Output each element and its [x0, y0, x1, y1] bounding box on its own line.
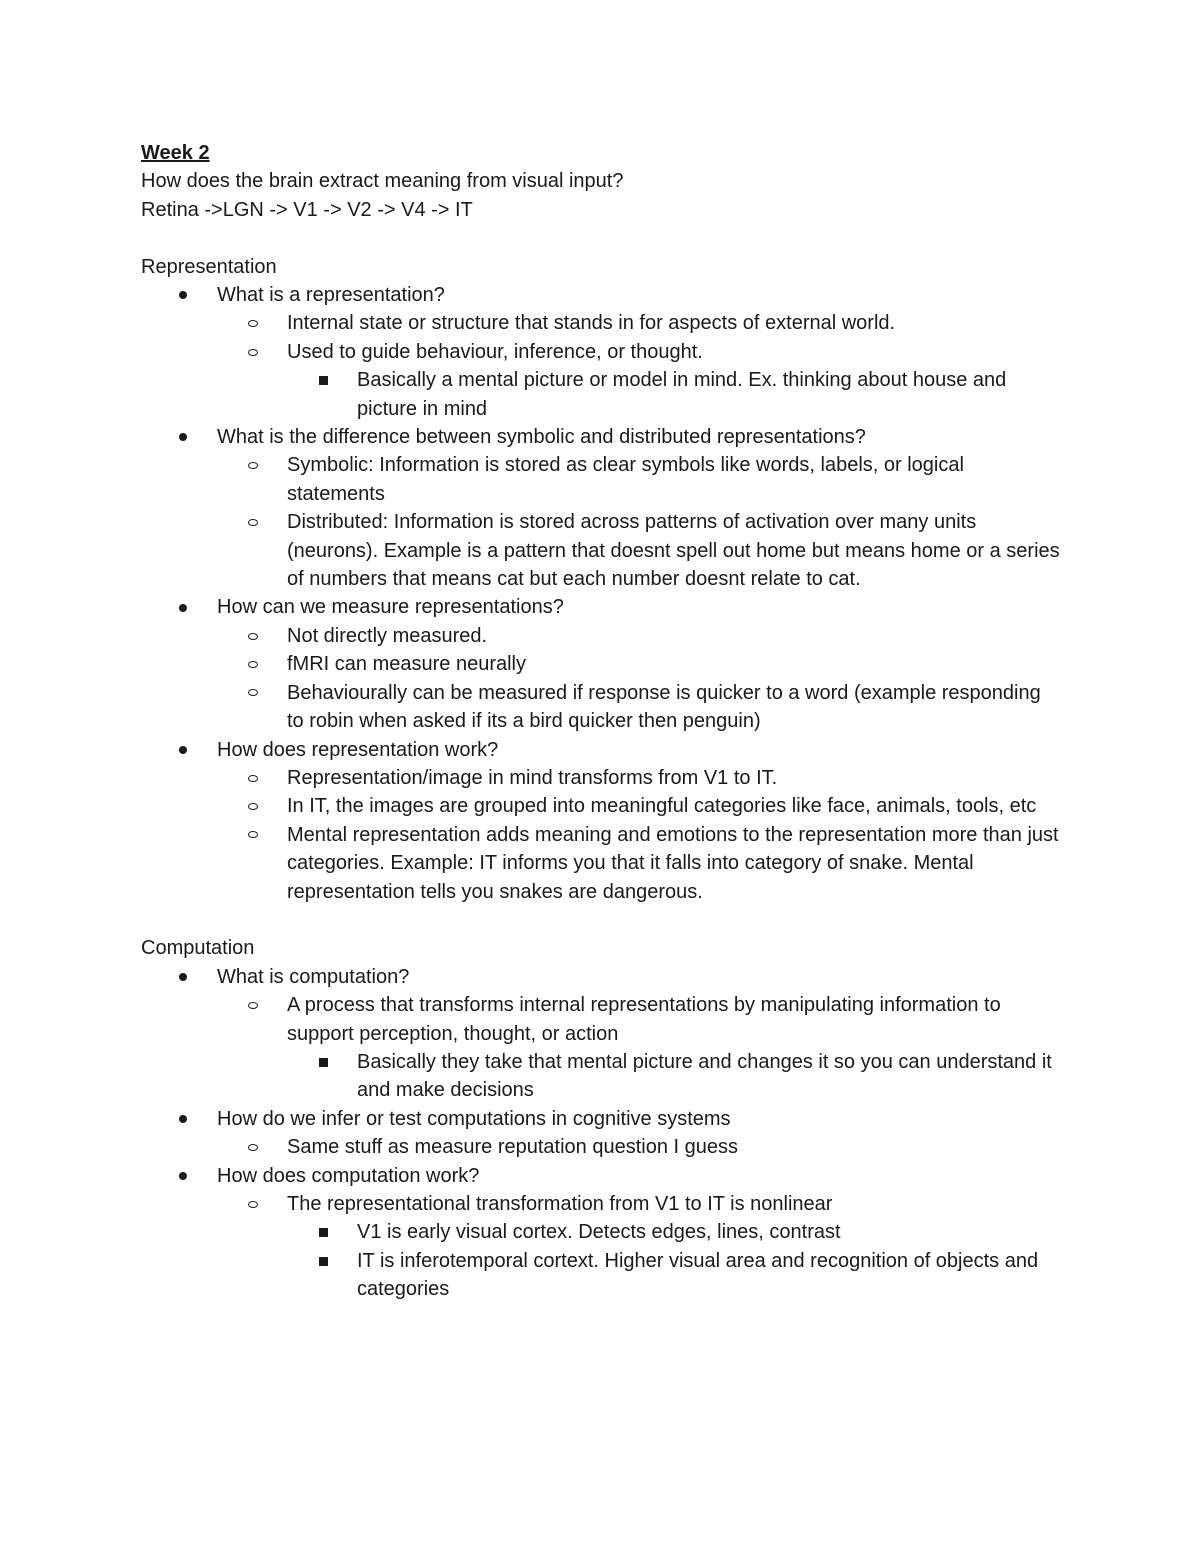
- bullet-disc-icon: [173, 1162, 193, 1190]
- list-item: [211, 1190, 1061, 1304]
- list-item-text: fMRI can measure neurally: [287, 653, 526, 676]
- list-item: [211, 508, 1061, 593]
- list-item: [211, 821, 1061, 906]
- list-item: [141, 423, 1061, 593]
- list-item-text: Representation/image in mind transforms from V1 to IT.: [287, 766, 778, 789]
- list-item: [141, 1162, 1061, 1304]
- bullet-disc-icon: [173, 423, 193, 451]
- bullet-list-level-2: [211, 1190, 1061, 1304]
- list-item: [141, 963, 1061, 1105]
- list-item: [211, 764, 1061, 792]
- bullet-list-level-3: [281, 1218, 1061, 1303]
- bullet-square-icon: [313, 1048, 333, 1076]
- list-item-text: Same stuff as measure reputation question I guess: [287, 1136, 739, 1159]
- visual-pathway: Retina ->LGN -> V1 -> V2 -> V4 -> IT: [141, 198, 473, 221]
- notes-section: [141, 253, 1061, 906]
- list-item: [211, 309, 1061, 337]
- list-item-text: Symbolic: Information is stored as clear symbols like words, labels, or logical statements: [287, 454, 964, 505]
- bullet-circle-icon: [243, 991, 263, 1019]
- bullet-square-icon: [313, 1247, 333, 1275]
- list-item: [141, 281, 1061, 423]
- list-item: [211, 451, 1061, 508]
- bullet-circle-icon: [243, 764, 263, 792]
- bullet-list-level-2: [211, 1133, 1061, 1161]
- bullet-list-level-1: [141, 281, 1061, 906]
- bullet-disc-icon: [173, 593, 193, 621]
- list-item-text: Behaviourally can be measured if response is quicker to a word (example responding to robin when asked if its a bird quicker then penguin): [287, 681, 1041, 733]
- list-item-text: The representational transformation from V1 to IT is nonlinear: [287, 1193, 833, 1215]
- section-heading: Representation: [141, 255, 277, 278]
- list-item-text: IT is inferotemporal cortext. Higher visual area and recognition of objects and categories: [357, 1249, 1039, 1301]
- list-item: [141, 593, 1061, 735]
- list-item: [211, 1133, 1061, 1161]
- list-item-text: Internal state or structure that stands in for aspects of external world.: [287, 312, 896, 335]
- bullet-list-level-2: [211, 451, 1061, 593]
- bullet-disc-icon: [173, 736, 193, 764]
- bullet-list-level-1: [141, 963, 1061, 1304]
- list-item-text: What is a representation?: [217, 284, 445, 307]
- list-item: [211, 622, 1061, 650]
- list-item: [281, 1218, 1061, 1246]
- list-item-text: A process that transforms internal representations by manipulating information to support perception, thought, or action: [287, 994, 1001, 1045]
- page-title: Week 2: [141, 142, 210, 164]
- bullet-disc-icon: [173, 963, 193, 991]
- list-item: [211, 338, 1061, 423]
- notes-section: [141, 934, 1061, 1303]
- list-item-text: Not directly measured.: [287, 624, 488, 647]
- bullet-circle-icon: [243, 508, 263, 536]
- list-item: [141, 1105, 1061, 1162]
- bullet-list-level-2: [211, 991, 1061, 1105]
- bullet-disc-icon: [173, 281, 193, 309]
- bullet-list-level-3: [281, 366, 1061, 423]
- list-item: [281, 366, 1061, 423]
- intro-question: How does the brain extract meaning from visual input?: [141, 170, 624, 193]
- list-item-text: What is computation?: [217, 965, 410, 988]
- bullet-square-icon: [313, 1218, 333, 1246]
- document-page: [141, 139, 1061, 1304]
- list-item-text: How can we measure representations?: [217, 596, 564, 619]
- list-item-text: Basically they take that mental picture and changes it so you can understand it and make decisions: [357, 1050, 1052, 1102]
- list-item-text: In IT, the images are grouped into meaningful categories like face, animals, tools, etc: [287, 795, 1037, 818]
- bullet-circle-icon: [243, 338, 263, 366]
- list-item-text: What is the difference between symbolic and distributed representations?: [217, 426, 866, 449]
- list-item-text: How does computation work?: [217, 1164, 480, 1187]
- bullet-list-level-2: [211, 309, 1061, 423]
- list-item: [141, 736, 1061, 906]
- bullet-square-icon: [313, 366, 333, 394]
- bullet-circle-icon: [243, 650, 263, 678]
- section-heading: Computation: [141, 937, 255, 960]
- bullet-list-level-3: [281, 1048, 1061, 1105]
- list-item: [211, 679, 1061, 736]
- bullet-circle-icon: [243, 1133, 263, 1161]
- bullet-disc-icon: [173, 1105, 193, 1133]
- bullet-circle-icon: [243, 451, 263, 479]
- bullet-circle-icon: [243, 622, 263, 650]
- list-item: [211, 991, 1061, 1105]
- list-item-text: Used to guide behaviour, inference, or thought.: [287, 340, 703, 363]
- bullet-list-level-2: [211, 622, 1061, 736]
- bullet-circle-icon: [243, 309, 263, 337]
- bullet-circle-icon: [243, 792, 263, 820]
- bullet-list-level-2: [211, 764, 1061, 906]
- spacer: [141, 224, 1061, 252]
- spacer: [141, 906, 1061, 934]
- bullet-circle-icon: [243, 679, 263, 707]
- list-item: [211, 792, 1061, 820]
- notes-sections: [141, 253, 1061, 1304]
- list-item-text: How do we infer or test computations in cognitive systems: [217, 1107, 731, 1130]
- list-item: [281, 1247, 1061, 1304]
- bullet-circle-icon: [243, 821, 263, 849]
- list-item: [211, 650, 1061, 678]
- list-item-text: V1 is early visual cortex. Detects edges, lines, contrast: [357, 1221, 841, 1244]
- bullet-circle-icon: [243, 1190, 263, 1218]
- list-item-text: How does representation work?: [217, 738, 499, 761]
- list-item: [281, 1048, 1061, 1105]
- list-item-text: Basically a mental picture or model in mind. Ex. thinking about house and picture in mind: [357, 369, 1007, 420]
- list-item-text: Distributed: Information is stored across patterns of activation over many units (neurons). Example is a pattern that doesnt spell out home but means home or a series of numbers that means cat but each number doesnt relate to cat.: [287, 511, 1060, 591]
- list-item-text: Mental representation adds meaning and emotions to the representation more than just categories. Example: IT informs you that it falls into category of snake. Mental representation tells you snakes are dangerous.: [287, 823, 1059, 903]
